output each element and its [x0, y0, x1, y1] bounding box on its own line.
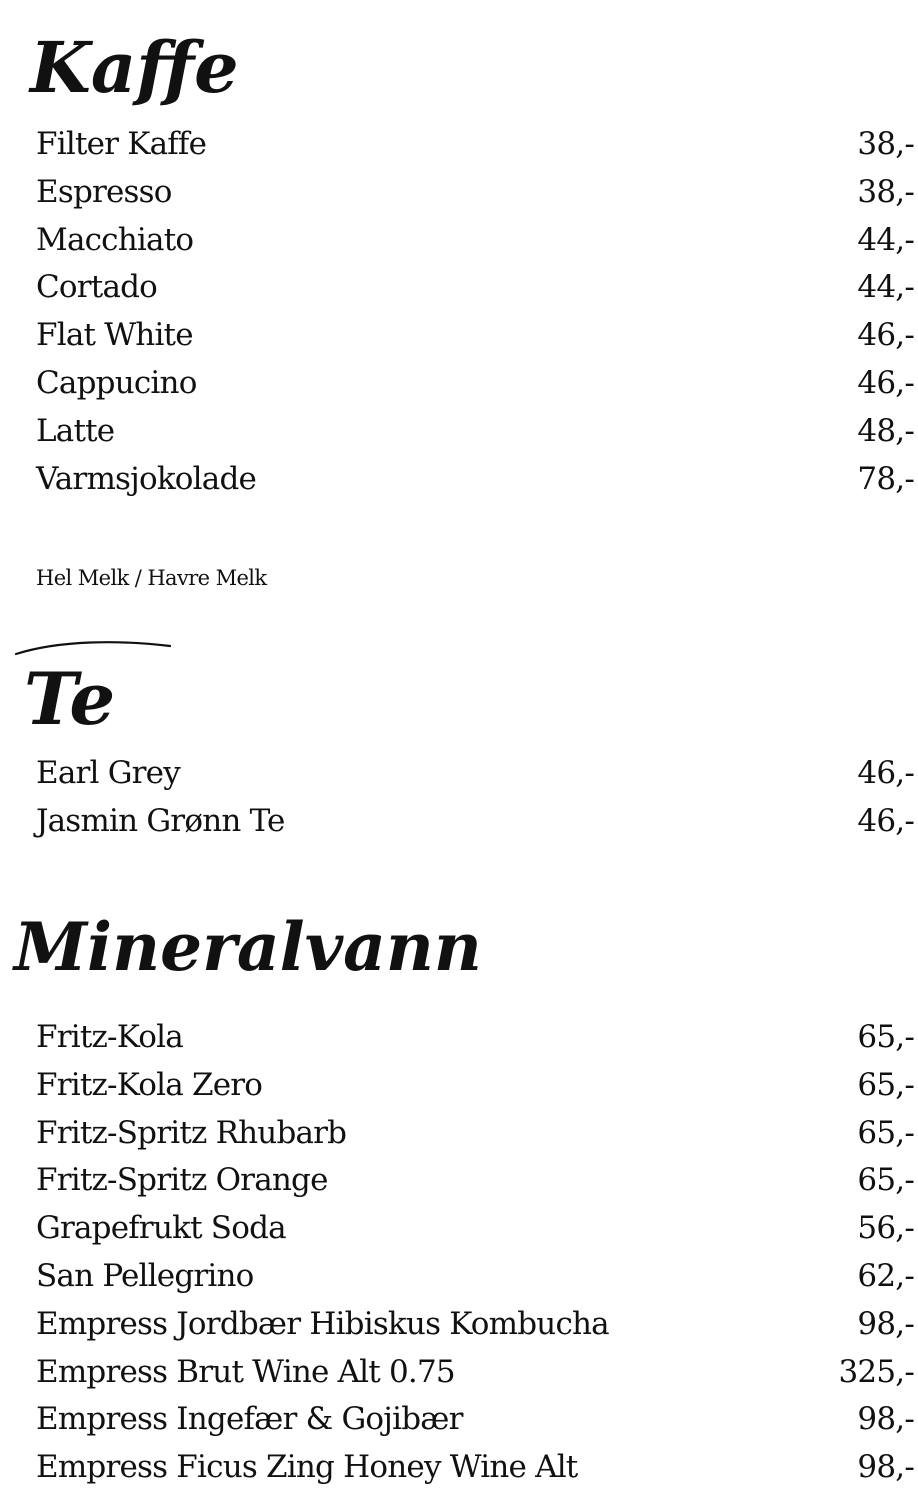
menu-item-name: Fritz-Spritz Orange [36, 1162, 328, 1199]
menu-item-name: Empress Jordbær Hibiskus Kombucha [36, 1305, 609, 1342]
menu-item [36, 169, 914, 217]
menu-item-name: Cappucino [36, 364, 197, 401]
menu-item [36, 456, 914, 504]
menu-item [36, 408, 914, 456]
menu-item-price: 46,- [857, 364, 914, 401]
menu-item-name: Grapefrukt Soda [36, 1210, 286, 1247]
menu-item-name: Earl Grey [36, 755, 180, 791]
menu-item-price: 325,- [838, 1353, 914, 1390]
menu-item-name: Empress Brut Wine Alt 0.75 [36, 1353, 455, 1390]
menu-item [36, 1301, 914, 1349]
mineralvann-script-lettering [0, 894, 482, 1004]
menu-item [36, 360, 914, 408]
mineralvann-menu-list [36, 1014, 914, 1492]
menu-item-price: 78,- [857, 460, 914, 497]
svg-text:Te: Te [24, 656, 116, 741]
menu-item [36, 1110, 914, 1158]
menu-item-price: 38,- [857, 126, 914, 162]
menu-item [36, 264, 914, 312]
menu-item-name: Macchiato [36, 221, 194, 258]
menu-item-price: 98,- [857, 1305, 914, 1342]
menu-item [36, 1062, 914, 1110]
menu-item [36, 798, 914, 846]
menu-item [36, 1157, 914, 1205]
menu-item-name: San Pellegrino [36, 1257, 254, 1294]
section-heading-kaffe [0, 4, 239, 114]
menu-item-name: Varmsjokolade [36, 460, 257, 497]
menu-item-name: Fritz-Kola Zero [36, 1066, 263, 1103]
te-script-lettering [0, 636, 200, 741]
menu-item-name: Empress Ficus Zing Honey Wine Alt [36, 1449, 578, 1486]
menu-item-price: 46,- [857, 755, 914, 791]
menu-item-price: 48,- [857, 412, 914, 449]
menu-item [36, 750, 914, 798]
svg-text:Mineralvann: Mineralvann [14, 908, 482, 986]
menu-item-price: 46,- [857, 317, 914, 354]
menu-item [36, 1014, 914, 1062]
menu-item [36, 1444, 914, 1492]
menu-item-price: 46,- [857, 802, 914, 839]
kaffe-menu-list [36, 121, 914, 503]
menu-item-name: Cortado [36, 269, 158, 306]
menu-item-name: Jasmin Grønn Te [36, 802, 285, 839]
te-menu-list [36, 750, 914, 846]
menu-item [36, 312, 914, 360]
menu-item-name: Fritz-Kola [36, 1019, 183, 1055]
menu-item-price: 98,- [857, 1401, 914, 1438]
menu-item [36, 1349, 914, 1397]
menu-item-price: 65,- [857, 1162, 914, 1199]
section-heading-mineralvann [0, 894, 482, 1004]
menu-item [36, 1253, 914, 1301]
menu-item-price: 65,- [857, 1019, 914, 1055]
menu-item-name: Latte [36, 412, 115, 449]
menu-item-name: Filter Kaffe [36, 126, 207, 162]
menu-item-name: Flat White [36, 317, 193, 354]
menu-item-price: 44,- [857, 221, 914, 258]
menu-item-price: 38,- [857, 173, 914, 210]
menu-item [36, 217, 914, 265]
menu-item-name: Fritz-Spritz Rhubarb [36, 1114, 347, 1151]
kaffe-script-lettering [0, 4, 239, 114]
menu-item-price: 98,- [857, 1449, 914, 1486]
menu-item [36, 1396, 914, 1444]
menu-item [36, 1205, 914, 1253]
menu-item-price: 65,- [857, 1066, 914, 1103]
menu-item-price: 44,- [857, 269, 914, 306]
menu-item-price: 56,- [857, 1210, 914, 1247]
menu-item-name: Empress Ingefær & Gojibær [36, 1401, 463, 1438]
menu-item-price: 65,- [857, 1114, 914, 1151]
menu-item [36, 121, 914, 169]
svg-text:Kaffe: Kaffe [30, 26, 239, 109]
menu-item-name: Espresso [36, 173, 172, 210]
menu-item-price: 62,- [857, 1257, 914, 1294]
milk-options-note: Hel Melk / Havre Melk [36, 566, 267, 590]
section-heading-te [0, 636, 200, 741]
